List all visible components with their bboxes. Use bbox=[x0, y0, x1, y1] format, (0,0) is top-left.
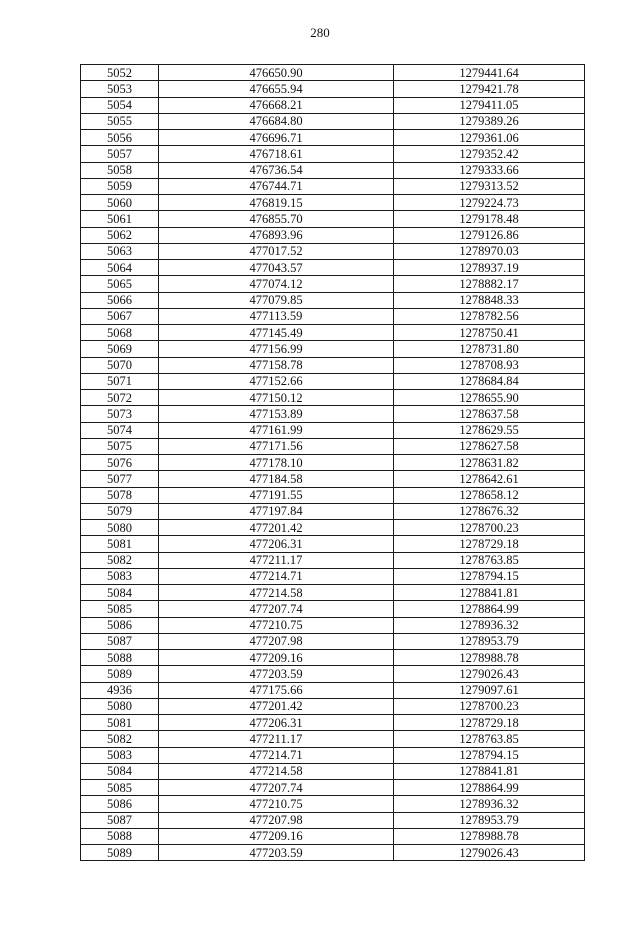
point-id-cell: 5081 bbox=[81, 715, 159, 731]
y-coordinate-cell: 1278864.99 bbox=[394, 601, 585, 617]
point-id-cell: 5087 bbox=[81, 633, 159, 649]
table-row bbox=[81, 438, 585, 454]
x-coordinate-cell: 477209.16 bbox=[159, 650, 394, 666]
y-coordinate-cell: 1278763.85 bbox=[394, 731, 585, 747]
page-number: 280 bbox=[310, 25, 330, 40]
point-id-cell: 5068 bbox=[81, 325, 159, 341]
y-coordinate-cell: 1279421.78 bbox=[394, 81, 585, 97]
table-row bbox=[81, 357, 585, 373]
point-id-cell: 5086 bbox=[81, 617, 159, 633]
x-coordinate-cell: 477158.78 bbox=[159, 357, 394, 373]
table-row bbox=[81, 633, 585, 649]
y-coordinate-cell: 1278629.55 bbox=[394, 422, 585, 438]
x-coordinate-cell: 476655.94 bbox=[159, 81, 394, 97]
x-coordinate-cell: 477191.55 bbox=[159, 487, 394, 503]
y-coordinate-cell: 1278658.12 bbox=[394, 487, 585, 503]
y-coordinate-cell: 1278864.99 bbox=[394, 780, 585, 796]
x-coordinate-cell: 477207.74 bbox=[159, 780, 394, 796]
x-coordinate-cell: 477214.58 bbox=[159, 763, 394, 779]
y-coordinate-cell: 1279333.66 bbox=[394, 162, 585, 178]
x-coordinate-cell: 477171.56 bbox=[159, 438, 394, 454]
x-coordinate-cell: 477197.84 bbox=[159, 503, 394, 519]
table-row bbox=[81, 503, 585, 519]
x-coordinate-cell: 476718.61 bbox=[159, 146, 394, 162]
table-row bbox=[81, 828, 585, 844]
x-coordinate-cell: 477214.71 bbox=[159, 568, 394, 584]
y-coordinate-cell: 1278684.84 bbox=[394, 373, 585, 389]
y-coordinate-cell: 1278988.78 bbox=[394, 828, 585, 844]
x-coordinate-cell: 477161.99 bbox=[159, 422, 394, 438]
point-id-cell: 5076 bbox=[81, 455, 159, 471]
point-id-cell: 5087 bbox=[81, 812, 159, 828]
coordinate-table-body bbox=[81, 65, 585, 861]
x-coordinate-cell: 477074.12 bbox=[159, 276, 394, 292]
x-coordinate-cell: 477184.58 bbox=[159, 471, 394, 487]
point-id-cell: 5089 bbox=[81, 845, 159, 861]
x-coordinate-cell: 477203.59 bbox=[159, 666, 394, 682]
y-coordinate-cell: 1278782.56 bbox=[394, 308, 585, 324]
y-coordinate-cell: 1278936.32 bbox=[394, 796, 585, 812]
point-id-cell: 5082 bbox=[81, 731, 159, 747]
y-coordinate-cell: 1278637.58 bbox=[394, 406, 585, 422]
x-coordinate-cell: 477214.58 bbox=[159, 585, 394, 601]
point-id-cell: 5060 bbox=[81, 195, 159, 211]
table-row bbox=[81, 227, 585, 243]
y-coordinate-cell: 1279126.86 bbox=[394, 227, 585, 243]
table-row bbox=[81, 666, 585, 682]
y-coordinate-cell: 1278763.85 bbox=[394, 552, 585, 568]
y-coordinate-cell: 1279097.61 bbox=[394, 682, 585, 698]
table-row bbox=[81, 845, 585, 861]
y-coordinate-cell: 1278676.32 bbox=[394, 503, 585, 519]
point-id-cell: 5052 bbox=[81, 65, 159, 81]
y-coordinate-cell: 1279389.26 bbox=[394, 113, 585, 129]
point-id-cell: 5066 bbox=[81, 292, 159, 308]
point-id-cell: 5088 bbox=[81, 650, 159, 666]
point-id-cell: 5078 bbox=[81, 487, 159, 503]
point-id-cell: 5061 bbox=[81, 211, 159, 227]
x-coordinate-cell: 477201.42 bbox=[159, 520, 394, 536]
x-coordinate-cell: 477207.98 bbox=[159, 633, 394, 649]
point-id-cell: 5085 bbox=[81, 601, 159, 617]
y-coordinate-cell: 1278794.15 bbox=[394, 568, 585, 584]
table-row bbox=[81, 715, 585, 731]
x-coordinate-cell: 477175.66 bbox=[159, 682, 394, 698]
table-row bbox=[81, 536, 585, 552]
y-coordinate-cell: 1279026.43 bbox=[394, 666, 585, 682]
x-coordinate-cell: 477207.98 bbox=[159, 812, 394, 828]
x-coordinate-cell: 477206.31 bbox=[159, 715, 394, 731]
table-row bbox=[81, 195, 585, 211]
table-row bbox=[81, 65, 585, 81]
x-coordinate-cell: 477017.52 bbox=[159, 243, 394, 259]
table-row bbox=[81, 276, 585, 292]
x-coordinate-cell: 477211.17 bbox=[159, 552, 394, 568]
x-coordinate-cell: 477214.71 bbox=[159, 747, 394, 763]
point-id-cell: 4936 bbox=[81, 682, 159, 698]
x-coordinate-cell: 477150.12 bbox=[159, 390, 394, 406]
table-row bbox=[81, 422, 585, 438]
y-coordinate-cell: 1278655.90 bbox=[394, 390, 585, 406]
y-coordinate-cell: 1278841.81 bbox=[394, 585, 585, 601]
point-id-cell: 5071 bbox=[81, 373, 159, 389]
point-id-cell: 5080 bbox=[81, 520, 159, 536]
y-coordinate-cell: 1278729.18 bbox=[394, 715, 585, 731]
point-id-cell: 5075 bbox=[81, 438, 159, 454]
y-coordinate-cell: 1279178.48 bbox=[394, 211, 585, 227]
y-coordinate-cell: 1278937.19 bbox=[394, 260, 585, 276]
x-coordinate-cell: 476736.54 bbox=[159, 162, 394, 178]
table-row bbox=[81, 341, 585, 357]
table-row bbox=[81, 747, 585, 763]
point-id-cell: 5086 bbox=[81, 796, 159, 812]
point-id-cell: 5085 bbox=[81, 780, 159, 796]
x-coordinate-cell: 477153.89 bbox=[159, 406, 394, 422]
point-id-cell: 5081 bbox=[81, 536, 159, 552]
x-coordinate-cell: 476744.71 bbox=[159, 178, 394, 194]
y-coordinate-cell: 1278642.61 bbox=[394, 471, 585, 487]
y-coordinate-cell: 1279411.05 bbox=[394, 97, 585, 113]
y-coordinate-cell: 1278700.23 bbox=[394, 520, 585, 536]
point-id-cell: 5083 bbox=[81, 747, 159, 763]
point-id-cell: 5062 bbox=[81, 227, 159, 243]
table-row bbox=[81, 162, 585, 178]
point-id-cell: 5056 bbox=[81, 130, 159, 146]
y-coordinate-cell: 1278953.79 bbox=[394, 812, 585, 828]
point-id-cell: 5070 bbox=[81, 357, 159, 373]
point-id-cell: 5063 bbox=[81, 243, 159, 259]
point-id-cell: 5064 bbox=[81, 260, 159, 276]
coordinate-table bbox=[80, 64, 585, 861]
point-id-cell: 5055 bbox=[81, 113, 159, 129]
y-coordinate-cell: 1278936.32 bbox=[394, 617, 585, 633]
table-row bbox=[81, 97, 585, 113]
table-row bbox=[81, 763, 585, 779]
point-id-cell: 5067 bbox=[81, 308, 159, 324]
table-row bbox=[81, 552, 585, 568]
x-coordinate-cell: 477210.75 bbox=[159, 617, 394, 633]
point-id-cell: 5077 bbox=[81, 471, 159, 487]
table-row bbox=[81, 373, 585, 389]
x-coordinate-cell: 477211.17 bbox=[159, 731, 394, 747]
table-row bbox=[81, 601, 585, 617]
point-id-cell: 5083 bbox=[81, 568, 159, 584]
y-coordinate-cell: 1278627.58 bbox=[394, 438, 585, 454]
x-coordinate-cell: 477201.42 bbox=[159, 698, 394, 714]
point-id-cell: 5072 bbox=[81, 390, 159, 406]
table-row bbox=[81, 471, 585, 487]
y-coordinate-cell: 1279313.52 bbox=[394, 178, 585, 194]
table-row bbox=[81, 130, 585, 146]
x-coordinate-cell: 476684.80 bbox=[159, 113, 394, 129]
table-row bbox=[81, 617, 585, 633]
point-id-cell: 5058 bbox=[81, 162, 159, 178]
point-id-cell: 5065 bbox=[81, 276, 159, 292]
x-coordinate-cell: 476668.21 bbox=[159, 97, 394, 113]
point-id-cell: 5079 bbox=[81, 503, 159, 519]
x-coordinate-cell: 476893.96 bbox=[159, 227, 394, 243]
table-row bbox=[81, 113, 585, 129]
x-coordinate-cell: 476650.90 bbox=[159, 65, 394, 81]
point-id-cell: 5089 bbox=[81, 666, 159, 682]
y-coordinate-cell: 1279441.64 bbox=[394, 65, 585, 81]
x-coordinate-cell: 477079.85 bbox=[159, 292, 394, 308]
point-id-cell: 5082 bbox=[81, 552, 159, 568]
point-id-cell: 5084 bbox=[81, 763, 159, 779]
table-row bbox=[81, 731, 585, 747]
y-coordinate-cell: 1278882.17 bbox=[394, 276, 585, 292]
x-coordinate-cell: 477209.16 bbox=[159, 828, 394, 844]
table-row bbox=[81, 406, 585, 422]
table-row bbox=[81, 178, 585, 194]
table-row bbox=[81, 585, 585, 601]
point-id-cell: 5074 bbox=[81, 422, 159, 438]
x-coordinate-cell: 476855.70 bbox=[159, 211, 394, 227]
table-row bbox=[81, 292, 585, 308]
y-coordinate-cell: 1278750.41 bbox=[394, 325, 585, 341]
x-coordinate-cell: 477156.99 bbox=[159, 341, 394, 357]
y-coordinate-cell: 1279361.06 bbox=[394, 130, 585, 146]
table-row bbox=[81, 682, 585, 698]
y-coordinate-cell: 1278631.82 bbox=[394, 455, 585, 471]
table-row bbox=[81, 260, 585, 276]
x-coordinate-cell: 477207.74 bbox=[159, 601, 394, 617]
point-id-cell: 5088 bbox=[81, 828, 159, 844]
table-row bbox=[81, 243, 585, 259]
table-row bbox=[81, 455, 585, 471]
table-row bbox=[81, 812, 585, 828]
y-coordinate-cell: 1278953.79 bbox=[394, 633, 585, 649]
table-row bbox=[81, 487, 585, 503]
point-id-cell: 5054 bbox=[81, 97, 159, 113]
y-coordinate-cell: 1278970.03 bbox=[394, 243, 585, 259]
table-row bbox=[81, 796, 585, 812]
table-row bbox=[81, 520, 585, 536]
y-coordinate-cell: 1278841.81 bbox=[394, 763, 585, 779]
x-coordinate-cell: 477206.31 bbox=[159, 536, 394, 552]
y-coordinate-cell: 1278988.78 bbox=[394, 650, 585, 666]
y-coordinate-cell: 1278700.23 bbox=[394, 698, 585, 714]
y-coordinate-cell: 1279026.43 bbox=[394, 845, 585, 861]
x-coordinate-cell: 477113.59 bbox=[159, 308, 394, 324]
y-coordinate-cell: 1279224.73 bbox=[394, 195, 585, 211]
point-id-cell: 5073 bbox=[81, 406, 159, 422]
point-id-cell: 5059 bbox=[81, 178, 159, 194]
table-row bbox=[81, 146, 585, 162]
point-id-cell: 5053 bbox=[81, 81, 159, 97]
table-row bbox=[81, 81, 585, 97]
table-row bbox=[81, 390, 585, 406]
table-row bbox=[81, 780, 585, 796]
y-coordinate-cell: 1278708.93 bbox=[394, 357, 585, 373]
table-row bbox=[81, 325, 585, 341]
x-coordinate-cell: 476696.71 bbox=[159, 130, 394, 146]
table-row bbox=[81, 211, 585, 227]
x-coordinate-cell: 477145.49 bbox=[159, 325, 394, 341]
point-id-cell: 5084 bbox=[81, 585, 159, 601]
point-id-cell: 5080 bbox=[81, 698, 159, 714]
table-row bbox=[81, 650, 585, 666]
table-row bbox=[81, 568, 585, 584]
x-coordinate-cell: 477152.66 bbox=[159, 373, 394, 389]
y-coordinate-cell: 1278794.15 bbox=[394, 747, 585, 763]
y-coordinate-cell: 1278731.80 bbox=[394, 341, 585, 357]
y-coordinate-cell: 1278848.33 bbox=[394, 292, 585, 308]
table-row bbox=[81, 308, 585, 324]
x-coordinate-cell: 477203.59 bbox=[159, 845, 394, 861]
x-coordinate-cell: 477178.10 bbox=[159, 455, 394, 471]
y-coordinate-cell: 1279352.42 bbox=[394, 146, 585, 162]
table-row bbox=[81, 698, 585, 714]
point-id-cell: 5069 bbox=[81, 341, 159, 357]
x-coordinate-cell: 476819.15 bbox=[159, 195, 394, 211]
x-coordinate-cell: 477210.75 bbox=[159, 796, 394, 812]
x-coordinate-cell: 477043.57 bbox=[159, 260, 394, 276]
point-id-cell: 5057 bbox=[81, 146, 159, 162]
y-coordinate-cell: 1278729.18 bbox=[394, 536, 585, 552]
